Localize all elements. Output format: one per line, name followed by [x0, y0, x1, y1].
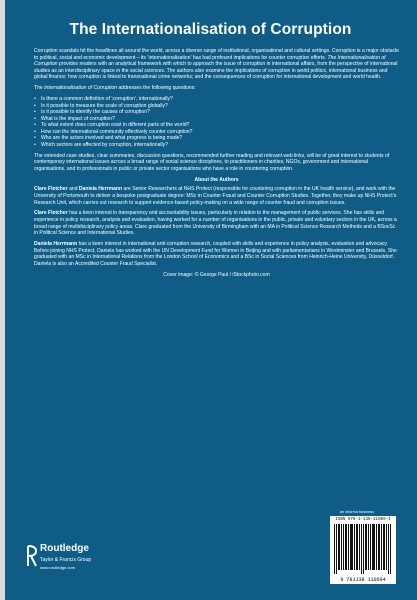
extended-paragraph: The extended case studies, clear summaries, discussion questions, recommended further reading and relevant web links, will be of great interest to students of contemporary international issues across a broad range of social science disciplines, to practitioners in charities, NGOs, government and international organisations, and to professionals in public or private sector organisations who have a role in countering corruption. [34, 152, 390, 172]
question-item: • To what extent does corruption exist in different parts of the world? [34, 122, 399, 129]
question-item: • Is it possible to identify the causes of corruption? [34, 109, 399, 116]
question-item: • Is it possible to measure the scale of corruption globally? [34, 103, 399, 110]
questions-intro: The Internationalisation of Corruption addresses the following questions: [34, 85, 196, 92]
cover-image-credit: Cover image: © George Paul / iStockphoto.com [163, 272, 270, 279]
isbn-label: ISBN 978-1-138-11069-4 [335, 518, 391, 522]
publisher-url: www.routledge.com [40, 565, 75, 570]
question-item: • What is the impact of corruption? [34, 116, 399, 123]
intro-paragraph: Corruption scandals hit the headlines all around the world, across a diverse range of institutional, organisational and cultural settings. Corruption is a major obstacle to political, social and economic development – its ‘internationalisation’ has had profound implications for counter corruption efforts. The Internationalisation of Corruption provides readers with an analytical framework with which to approach the issue of corruption in international affairs, from the perspective of international studies as an interdisciplinary space in the social sciences. The authors also examine the implications of corruption in world politics, international business and global finance; how corruption is linked to transnational crime networks; and the consequences of corruption for international development and world health. [34, 48, 399, 81]
about-authors-heading: About the Authors [194, 176, 239, 183]
publisher-group: Taylor & Francis Group [40, 557, 92, 563]
spine-edge [0, 0, 5, 600]
cover-text [34, 48, 399, 279]
clare-bio: Clare Fletcher has a keen interest in transparency and accountability issues, particularly in relation to the management of public services. She has skills and experience in policy research, analysis and evaluation, having worked for a number of organisations in the public, private and voluntary sectors in the UK, across a broad range of multidisciplinary policy areas. Clare graduated from the University of Birmingham with an MA in Political Science Research Methods and a BSocSc in Political Science and International Studies. [34, 210, 397, 237]
question-item: • How can the international community effectively counter corruption? [34, 129, 399, 136]
authors-paragraph: Clare Fletcher and Daniela Herrmann are Senior Researchers at NHS Protect (responsible for countering corruption in the UK health service), and work with the University of Portsmouth to deliver a bespoke postgraduate degree: MSc in Counter Fraud and Counter Corruption Studies. Together, they make up NHS Protect’s Research Unit, which carries out research to support evidence-based policy-making on a wide range of counter fraud and corruption issues. [34, 186, 397, 206]
daniela-bio: Daniela Herrmann has a keen interest in international anti-corruption research, coupled with skills and experience in policy analysis, evaluation and advocacy. Before joining NHS Protect, Daniela has worked with the UN Development Fund for Women in Beijing and with parliamentarians in Westminster and Brussels. She graduated with an MSc in International Relations from the London School of Economics and a BSc in Social Sciences from Heinrich-Heine University, Düsseldorf. Daniela is also an Accredited Counter Fraud Specialist. [34, 241, 397, 267]
barcode-icon [334, 524, 392, 574]
question-item: • Which sectors are affected by corruption, internationally? [34, 142, 399, 149]
book-title-italic: The Internationalisation of Corruption [34, 54, 386, 68]
question-item: • Is there a common definition of ‘corruption’, internationally? [34, 96, 399, 103]
publisher-name: Routledge [40, 543, 89, 554]
question-item: • Who are the actors involved and what progress is being made? [34, 135, 399, 142]
barcode-panel [330, 516, 396, 584]
questions-list [34, 96, 399, 148]
informa-tagline: an informa business [340, 510, 374, 514]
barcode-digits: 9 781138 110694 [340, 577, 386, 583]
publisher-logo [26, 543, 146, 581]
book-title: The Internationalisation of Corruption [69, 21, 352, 38]
routledge-logo-icon [26, 545, 37, 567]
